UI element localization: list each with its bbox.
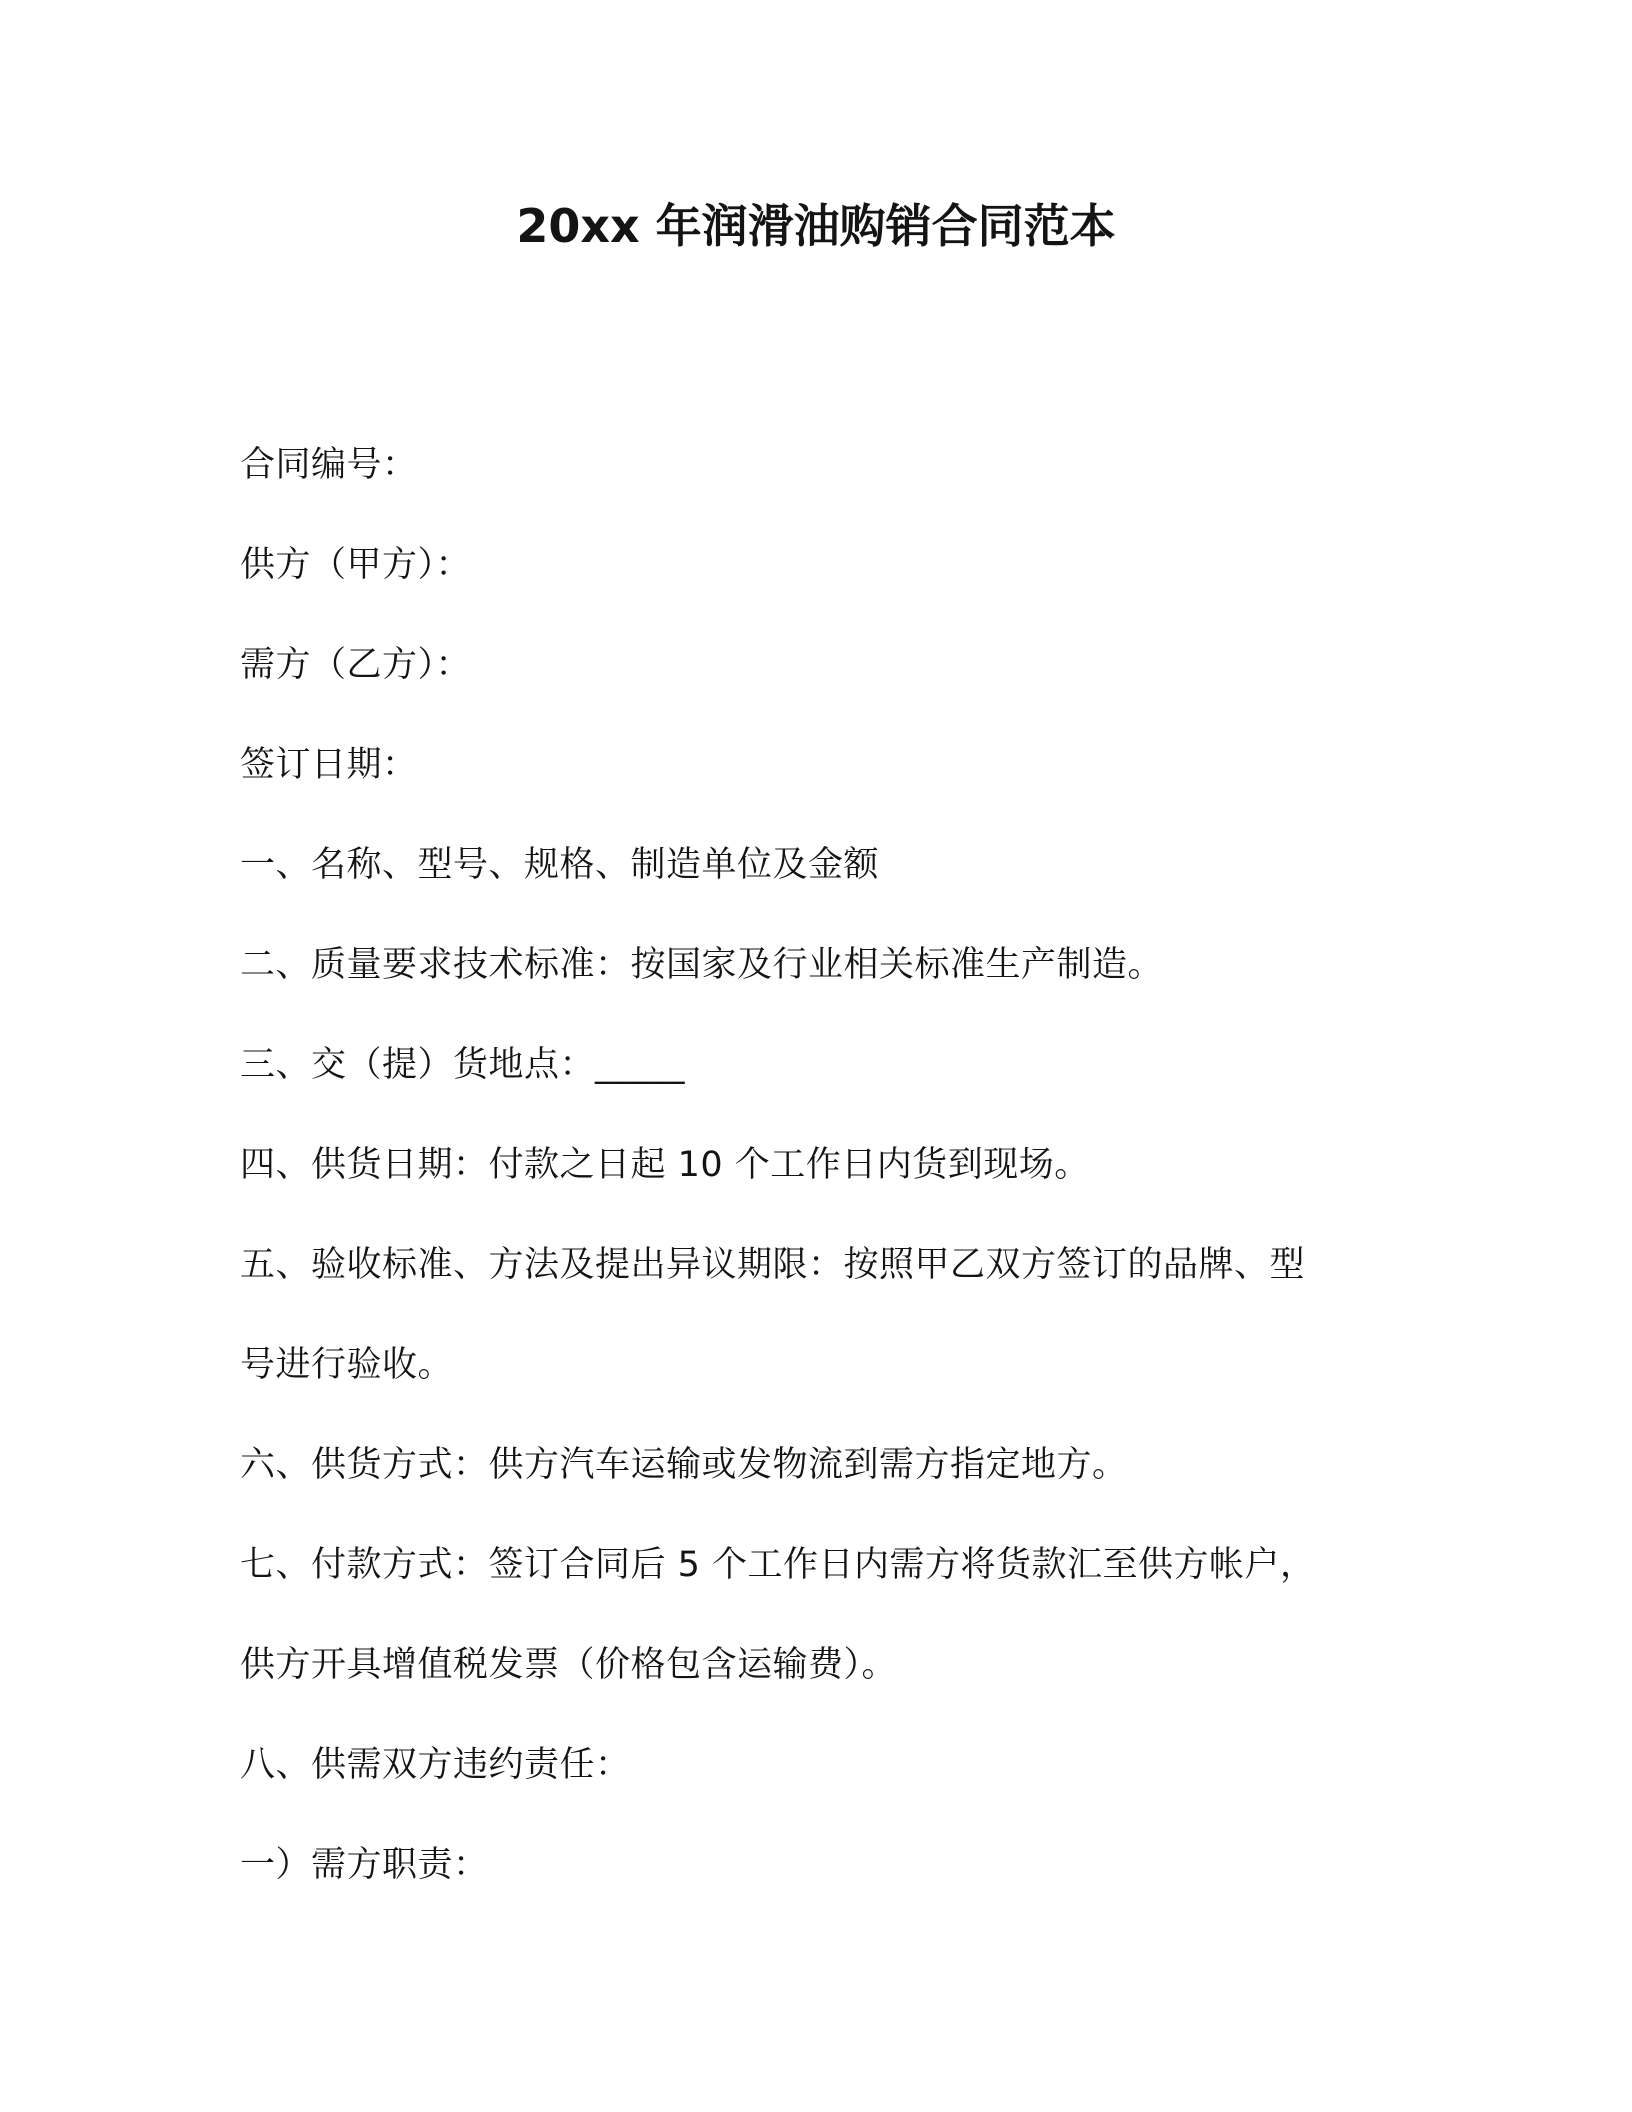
contract-number-line: 合同编号： xyxy=(240,445,418,485)
clause-5-line: 五、验收标准、方法及提出异议期限：按照甲乙双方签订的品牌、型 xyxy=(240,1245,1306,1285)
subclause-1-line: 一）需方职责： xyxy=(240,1845,489,1885)
document-title: 20xx 年润滑油购销合同范本 xyxy=(516,199,1116,253)
document-body xyxy=(240,415,1420,1915)
signing-date-line: 签订日期： xyxy=(240,745,418,785)
clause-3-line: 三、交（提）货地点：_____ xyxy=(240,1045,686,1085)
clause-5-continued-line: 号进行验收。 xyxy=(240,1345,454,1385)
clause-7-continued-line: 供方开具增值税发票（价格包含运输费）。 xyxy=(240,1645,898,1685)
clause-6-line: 六、供货方式：供方汽车运输或发物流到需方指定地方。 xyxy=(240,1445,1128,1485)
clause-7-line: 七、付款方式：签订合同后 5 个工作日内需方将货款汇至供方帐户， xyxy=(240,1545,1316,1585)
clause-2-line: 二、质量要求技术标准：按国家及行业相关标准生产制造。 xyxy=(240,945,1164,985)
clause-8-line: 八、供需双方违约责任： xyxy=(240,1745,631,1785)
supplier-line: 供方（甲方）： xyxy=(240,545,472,585)
buyer-line: 需方（乙方）： xyxy=(240,645,472,685)
clause-4-line: 四、供货日期：付款之日起 10 个工作日内货到现场。 xyxy=(240,1145,1090,1185)
clause-1-line: 一、名称、型号、规格、制造单位及金额 xyxy=(240,845,880,885)
